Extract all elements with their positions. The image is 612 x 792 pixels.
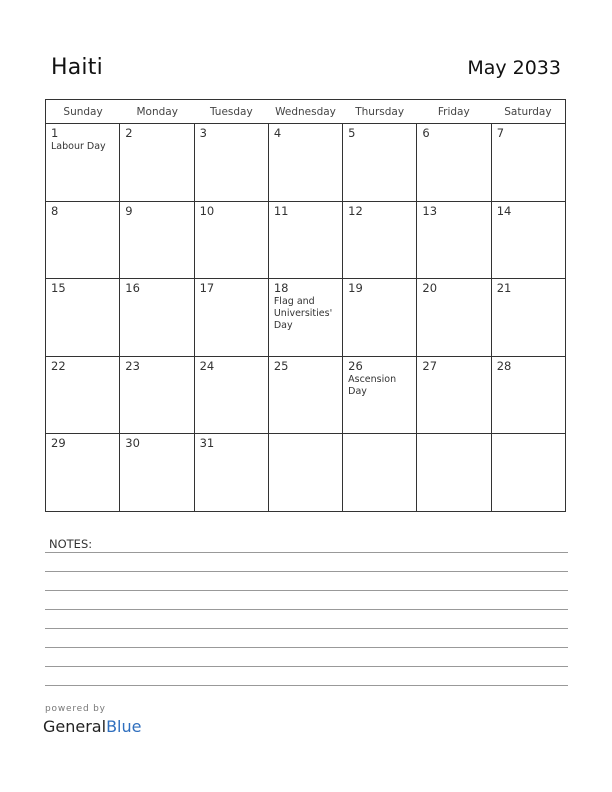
- weekday-saturday: Saturday: [504, 106, 552, 118]
- logo-blue: Blue: [106, 717, 142, 736]
- calendar-day-cell: [492, 279, 565, 356]
- weeks-container: [46, 124, 565, 512]
- calendar-day-cell: [492, 202, 565, 279]
- calendar-day-cell: [269, 279, 343, 356]
- calendar-day-cell: [417, 124, 491, 201]
- day-number: 1: [51, 126, 59, 140]
- calendar-week-row: [46, 434, 565, 512]
- day-number: 15: [51, 281, 66, 296]
- day-number: 12: [348, 203, 363, 218]
- day-number: 10: [199, 203, 215, 218]
- day-number: 23: [125, 358, 140, 373]
- notes-line: [45, 685, 568, 686]
- calendar-week-row: [46, 357, 565, 435]
- calendar-day-cell: [417, 279, 491, 356]
- day-number: 7: [496, 126, 505, 140]
- calendar-day-cell: [417, 357, 491, 434]
- calendar-day-cell: [195, 434, 269, 512]
- weekday-tuesday: Tuesday: [209, 106, 253, 118]
- notes-line: [45, 609, 568, 610]
- calendar-day-cell: [120, 434, 194, 512]
- calendar-day-cell: [46, 279, 120, 356]
- day-number: 27: [422, 358, 438, 373]
- country-title: Haiti: [51, 55, 103, 80]
- calendar-day-cell: [269, 202, 343, 279]
- calendar-day-cell: [269, 124, 343, 201]
- calendar-day-cell: [492, 357, 565, 434]
- day-number: 3: [199, 126, 207, 140]
- day-number: 26: [348, 358, 363, 373]
- calendar-day-cell: [46, 434, 120, 512]
- day-number: 11: [273, 203, 289, 218]
- day-number: 19: [348, 281, 363, 296]
- calendar-day-cell: [195, 202, 269, 279]
- calendar-day-cell: [120, 124, 194, 201]
- day-number: 30: [125, 436, 140, 451]
- calendar-day-cell: [46, 202, 120, 279]
- weekday-friday: Friday: [437, 106, 470, 118]
- notes-line: [45, 647, 568, 648]
- day-number: 2: [125, 126, 133, 140]
- day-number: 22: [51, 358, 66, 373]
- day-number: 9: [125, 203, 133, 218]
- weekday-wednesday: Wednesday: [275, 106, 336, 118]
- notes-line: [45, 666, 568, 667]
- day-number: 25: [273, 358, 289, 373]
- logo-general: General: [43, 717, 107, 736]
- day-number: 21: [496, 281, 512, 296]
- calendar-day-cell: [269, 434, 343, 512]
- calendar-week-row: [46, 279, 565, 357]
- day-number: 17: [199, 281, 215, 296]
- calendar-day-cell: [120, 279, 194, 356]
- day-number: 28: [496, 358, 512, 373]
- notes-line: [45, 552, 568, 553]
- calendar-day-cell: [120, 357, 194, 434]
- calendar-day-cell: [120, 202, 194, 279]
- day-number: 29: [51, 436, 66, 451]
- notes-label: NOTES:: [49, 537, 93, 551]
- calendar-day-cell: [343, 279, 417, 356]
- weekday-sunday: Sunday: [63, 106, 103, 118]
- weekday-thursday: Thursday: [355, 106, 405, 118]
- day-number: 18: [273, 281, 289, 296]
- calendar-day-cell: [269, 357, 343, 434]
- holiday-label: Ascension Day: [348, 373, 397, 397]
- powered-by-text: powered by: [45, 704, 106, 714]
- day-number: 6: [422, 126, 430, 140]
- calendar-day-cell: [343, 202, 417, 279]
- day-number: 31: [199, 436, 215, 451]
- calendar-day-cell: [195, 357, 269, 434]
- calendar-week-row: [46, 124, 565, 202]
- calendar-day-cell: [343, 124, 417, 201]
- notes-line: [45, 590, 568, 591]
- holiday-label: Flag and Universities' Day: [273, 296, 333, 332]
- calendar-week-row: [46, 202, 565, 280]
- day-number: 14: [496, 203, 512, 218]
- calendar-day-cell: [343, 357, 417, 434]
- generalblue-logo: [43, 717, 141, 736]
- weekday-monday: Monday: [136, 106, 178, 118]
- calendar-day-cell: [492, 124, 565, 201]
- month-title: May 2033: [467, 57, 561, 79]
- calendar-day-cell: [417, 202, 491, 279]
- day-number: 4: [273, 126, 282, 140]
- day-number: 8: [51, 203, 59, 218]
- day-number: 13: [422, 203, 438, 218]
- notes-line: [45, 571, 568, 572]
- day-number: 24: [199, 358, 215, 373]
- calendar-day-cell: [46, 124, 120, 201]
- calendar-day-cell: [343, 434, 417, 512]
- calendar-day-cell: [195, 124, 269, 201]
- calendar-day-cell: [46, 357, 120, 434]
- calendar-grid: [45, 99, 566, 512]
- holiday-label: Labour Day: [51, 141, 106, 152]
- calendar-day-cell: [417, 434, 491, 512]
- day-number: 16: [125, 281, 140, 296]
- calendar-day-cell: [195, 279, 269, 356]
- day-number: 20: [422, 281, 438, 296]
- day-number: 5: [348, 126, 356, 140]
- weekday-header-row: [46, 100, 565, 124]
- calendar-day-cell: [492, 434, 565, 512]
- notes-line: [45, 628, 568, 629]
